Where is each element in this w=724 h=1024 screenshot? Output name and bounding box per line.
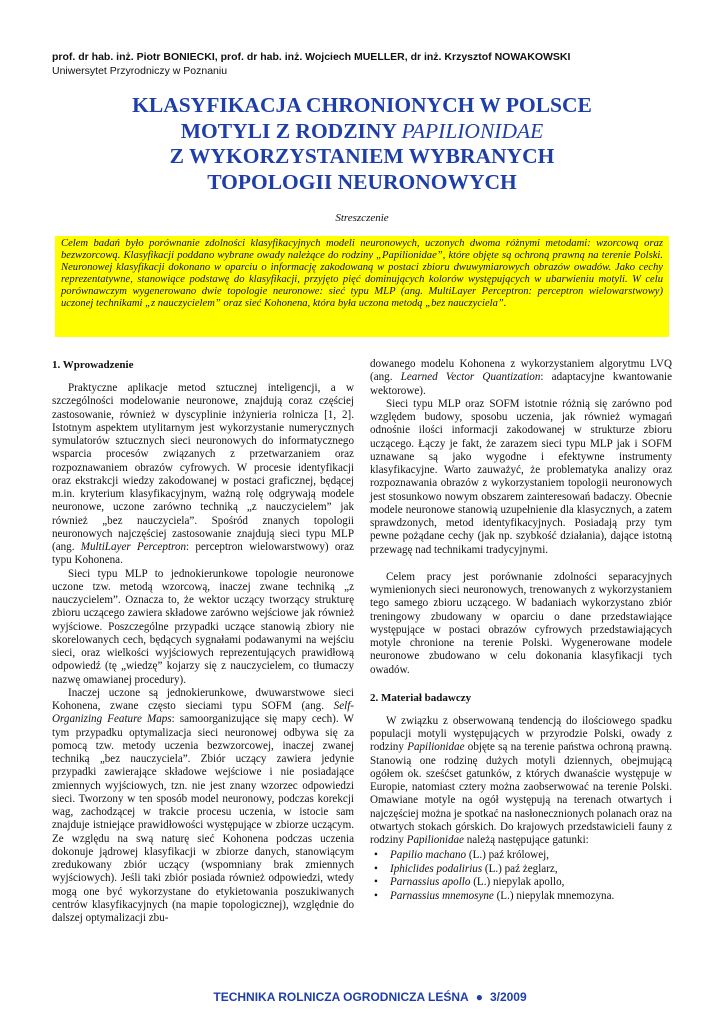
paragraph-text: : adaptacyjne kwantowanie wektorowe). [370,371,672,397]
section-heading-introduction: 1. Wprowadzenie [52,359,134,371]
paragraph: Sieci typu MLP oraz SOFM istotnie różnią się zarówno pod względem budowy, sposobu uczenia, jak również wymagań odnośnie ilości informacji zakodowanej w strukturze zbioru uczącego. Łączy je fakt, że zarazem sieci typu MLP jak i SOFM uznawane są jako wygodne i efektywne instrumenty klasyfikacyjne. Warto zauważyć, że problematyka analizy oraz rozpoznawania obrazów z wykorzystaniem topologii neuronowych jest stosunkowo nowym obszarem zainteresowań badaczy. Obecnie modele neuronowe stanowią uzupełnienie dla klasycznych, a zatem sprawdzonych, metod identyfikacyjnych. Posiadają przy tym pewne pożądane cechy (jak np. szybkość działania), dające istotną przewagę nad technikami tradycyjnymi. [370,397,672,556]
title-line-2 [40,119,684,145]
paragraph-text: : samoorganizujące się mapy cech). W tym przypadku optymalizacja sieci neuronowej odbywa się za pomocą tzw. metody uczenia bezwzorcowej, inaczej zwanej techniką „bez nauczyciela”. Zbiór uczący zawiera jedynie przypadki zawierające składowe wejściowe i nie posiadające zmiennych wyjściowych, tzn. nie jest znany wzorzec odpowiedzi sieci. Tworzony w ten sposób model neuronowy, podczas korekcji wag, zachodzącej w trakcie procesu uczenia, w istocie sam znajduje istniejące prawidłowości występujące w zbiorze uczącym. Ze względu na swą naturę sieć Kohonena podczas uczenia dokonuje jądrowej klasyfikacji w zbiorze danych, stanowiącym zredukowany zbiór uczący (wspomniany brak zmiennych wyjściowych). Jeśli taki zbiór posiada również odpowiedzi, wtedy mogą one być wykorzystane do etykietowania poszukiwanych centrów klasyfikacyjnych (na mapie topologicznej), względnie do dalszej optymalizacji zbu- [52,713,354,924]
bullet-icon: • [374,849,378,862]
list-item [370,863,672,877]
section-heading-material: 2. Materiał badawczy [370,691,472,704]
list-item [370,876,672,890]
term-italic: Papilionidae [407,741,465,754]
species-latin-name: Papilio machano [390,849,467,862]
paragraph: Sieci typu MLP to jednokierunkowe topologie neuronowe uczone tzw. metodą wzorcową, inaczej zwane techniką „z nauczycielem”. Oznacza to, że wektor uczący tworzący strukturę zbioru uczącego zawiera składowe zarówno wejściowe jak również wyjściowe. Poszczególne przypadki uczące stanowią zbiory nie skorelowanych cech, będących sygnałami podawanymi na wejściu sieci, oraz wielkości wyjściowych reprezentujących prawidłową odpowiedź (tę „wiedzę” kojarzy się z nauczycielem, co tłumaczy nazwę omawianej procedury). [52,567,354,686]
paragraph-text: : perceptron wielowarstwowy) oraz typu Kohonena. [52,541,354,567]
species-latin-name: Parnassius apollo [390,876,471,889]
journal-name: TECHNIKA ROLNICZA OGRODNICZA LEŚNA [213,990,469,1004]
term-italic: Self-Organizing Feature Maps [52,700,354,726]
paragraph-text: należą następujące gatunki: [463,834,589,846]
right-column [370,358,672,904]
list-item [370,890,672,904]
species-common-name: (L.) niepylak apollo, [470,876,565,889]
bullet-icon: • [374,890,378,903]
species-latin-name: Iphiclides podalirius [390,862,483,875]
affiliation: Uniwersytet Przyrodniczy w Poznaniu [52,65,228,77]
species-common-name: (L.) niepylak mnemozyna. [493,890,615,903]
paragraph [52,382,354,568]
bullet-icon: • [374,862,378,875]
paper-title [40,93,684,195]
journal-issue: 3/2009 [489,990,527,1004]
title-line-1: KLASYFIKACJA CHRONIONYCH W POLSCE [132,93,592,117]
bullet-icon: • [374,876,378,889]
paragraph-text: Inaczej uczone są jednokierunkowe, dwuwarstwowe sieci Kohonena, zwane często sieciami typu SOFM (ang. [52,686,354,712]
authors: prof. dr hab. inż. Piotr BONIECKI, prof. dr hab. inż. Wojciech MUELLER, dr inż. Krzysztof NOWAKOWSKI [52,51,571,63]
title-line-4: TOPOLOGII NEURONOWYCH [207,169,517,194]
term-italic: MultiLayer Perceptron [80,541,187,553]
dot-separator-icon: ● [475,990,483,1004]
species-common-name: (L.) paź żeglarz, [482,862,558,875]
paragraph [370,358,672,398]
term-italic: Learned Vector Quantization [400,371,541,384]
paragraph-text: W związku z obserwowaną tendencją do ilościowego spadku populacji motyli występujących w przyrodzie Polski, owady z rodziny [370,714,672,754]
paragraph-text: Praktyczne aplikacje metod sztucznej inteligencji, a w szczególności modelowanie neuronowe, znajdują coraz częściej zastosowanie, również w dyscyplinie inżynieria rolnicza [1, 2]. Istotnym aspektem utylitarnym jest wykorzystanie numerycznych symulatorów sztucznych sieci neuronowych do informatycznego wsparcia procesów związanych z przetwarzaniem oraz rozpoznawaniem obrazów cyfrowych. W procesie identyfikacji oraz ekstrakcji wiedzy zakodowanej w postaci graficznej, będącej m.in. kryterium klasyfikacyjnym, ważną rolę odgrywają modele neuronowe, uczone zarówno techniką „z nauczycielem” jak również „bez nauczyciela”. Spośród znanych topologii neuronowych najczęściej zastosowanie znajdują sieci typu MLP (ang. [52,382,354,553]
abstract-box: Celem badań było porównanie zdolności klasyfikacyjnych modeli neuronowych, uczonych dwoma różnymi metodami: wzorcową oraz bezwzorcową. Klasyfikacji poddano wybrane owady należące do rodziny „Papilionidae”, które objęte są ochroną prawną na terenie Polski. Neuronowej klasyfikacji dokonano w oparciu o informację zakodowaną w postaci zbioru dwuwymiarowych obrazów owadów. Jako cechy reprezentatywne, stanowiące podstawę do klasyfikacji, przyjęto pięć dominujących kolorów występujących w ubarwieniu motyli. W celu porównawczym wygenerowano dwie topologie neuronowe: sieć typu MLP (ang. MultiLayer Perceptron: perceptron wielowarstwowy) uczonej technikami „z nauczycielem” oraz sieć Kohonena, która była uczona metodą „bez nauczyciela”. [55,236,669,337]
paragraph-text: dowanego modelu Kohonena z wykorzystaniem algorytmu LVQ (ang. [370,358,672,384]
title-line-3: Z WYKORZYSTANIEM WYBRANYCH [169,144,555,168]
term-italic: Papilionidae [406,834,464,846]
species-list [370,849,672,903]
paragraph [52,687,354,926]
species-latin-name: Parnassius mnemosyne [390,890,494,903]
journal-footer [180,990,560,1004]
species-common-name: (L.) paź królowej, [466,849,549,862]
abstract-heading: Streszczenie [335,212,389,224]
title-family-name: PAPILIONIDAE [401,118,544,143]
title-line-2-main: MOTYLI Z RODZINY [180,118,402,143]
list-item [370,849,672,863]
left-column [52,358,354,925]
paragraph [370,715,672,848]
paragraph-text: objęte są na terenie państwa ochroną prawną. Stanowią one rodzinę dużych motyli dziennych, obejmującą ogółem ok. sześćset gatunków, z których dwanaście występuje w Europie, natomiast cztery można zaobserwować na terenie Polski. Omawiane motyle na ogół występują na terenach otwartych i najczęściej można je spotkać na nasłonecznionych polanach oraz na otwartych stokach górskich. Do krajowych przedstawicieli fauny z rodziny [370,741,672,846]
paragraph: Celem pracy jest porównanie zdolności separacyjnych wymienionych sieci neuronowych, trenowanych z wykorzystaniem tego samego zbioru uczącego. W badaniach wykorzystano zbiór treningowy zbudowany w oparciu o dane przedstawiające występujące w postaci obrazów cyfrowych przedstawiających motyle chronione na terenie Polski. Wygenerowane modele neuronowe zbudowano w celu dokonania klasyfikacji tych owadów. [370,570,672,676]
